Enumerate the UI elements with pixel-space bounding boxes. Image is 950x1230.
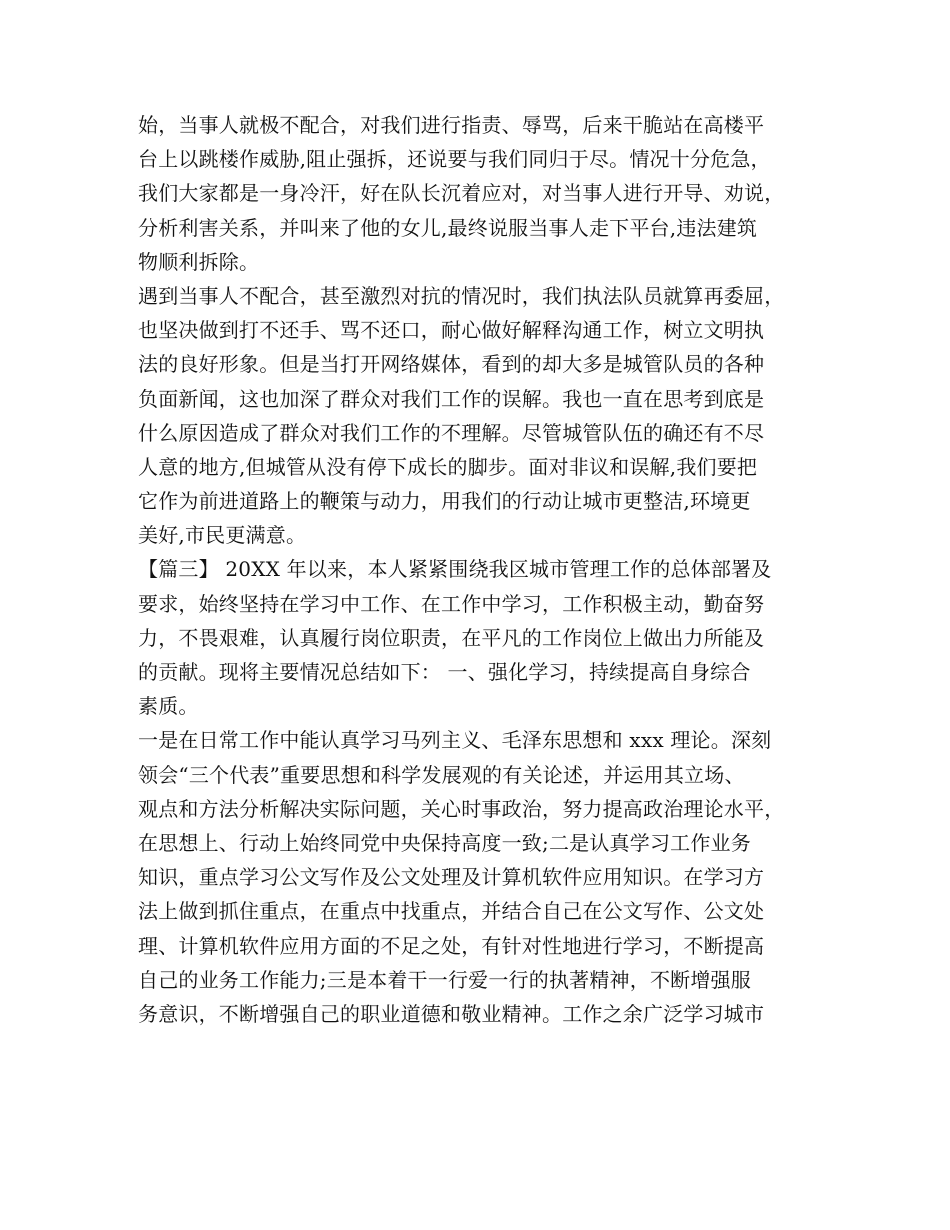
text-line: 一是在日常工作中能认真学习马列主义、毛泽东思想和 xxx 理论。深刻 [138,728,772,753]
text-line: 领会“三个代表”重要思想和科学发展观的有关论述，并运用其立场、 [138,762,745,787]
text-line: 【篇三】 20XX 年以来，本人紧紧围绕我区城市管理工作的总体部署及 [138,557,772,582]
text-line: 的贡献。现将主要情况总结如下： 一、强化学习，持续提高自身综合 [138,660,751,684]
text-line: 我们大家都是一身冷汗，好在队长沉着应对，对当事人进行开导、劝说， [138,181,785,206]
text-line: 什么原因造成了群众对我们工作的不理解。尽管城管队伍的确还有不尽 [138,420,765,445]
text-line: 法上做到抓住重点，在重点中找重点，并结合自己在公文写作、公文处 [138,899,765,924]
text-line: 要求，始终坚持在学习中工作、在工作中学习，工作积极主动，勤奋努 [138,591,765,616]
text-line: 台上以跳楼作威胁,阻止强拆，还说要与我们同归于尽。情况十分危急， [138,147,771,172]
text-line: 在思想上、行动上始终同党中央保持高度一致;二是认真学习工作业务 [138,830,751,855]
text-line: 美好,市民更满意。 [138,523,307,548]
text-line: 遇到当事人不配合，甚至激烈对抗的情况时，我们执法队员就算再委屈， [138,283,785,308]
text-line: 自己的业务工作能力;三是本着干一行爱一行的执著精神，不断增强服 [138,967,751,992]
text-line: 物顺利拆除。 [138,249,260,274]
text-line: 力，不畏艰难，认真履行岗位职责，在平凡的工作岗位上做出力所能及 [138,625,765,650]
text-line: 负面新闻，这也加深了群众对我们工作的误解。我也一直在思考到底是 [138,386,765,411]
body-text [138,108,838,1031]
text-line: 它作为前进道路上的鞭策与动力，用我们的行动让城市更整洁,环境更 [138,489,751,514]
text-line: 观点和方法分析解决实际问题，关心时事政治，努力提高政治理论水平， [138,796,785,821]
text-line: 知识，重点学习公文写作及公文处理及计算机软件应用知识。在学习方 [138,865,765,890]
text-line: 素质。 [138,694,199,719]
text-line: 始，当事人就极不配合，对我们进行指责、辱骂，后来干脆站在高楼平 [138,113,765,137]
text-line: 务意识，不断增强自己的职业道德和敬业精神。工作之余广泛学习城市 [138,1001,765,1026]
text-line: 也坚决做到打不还手、骂不还口，耐心做好解释沟通工作，树立文明执 [138,318,765,343]
text-line: 理、计算机软件应用方面的不足之处，有针对性地进行学习，不断提高 [138,933,765,958]
text-line: 人意的地方,但城管从没有停下成长的脚步。面对非议和误解,我们要把 [138,454,758,479]
text-line: 法的良好形象。但是当打开网络媒体，看到的却大多是城管队员的各种 [138,352,765,377]
text-line: 分析利害关系，并叫来了他的女儿,最终说服当事人走下平台,违法建筑 [138,215,758,240]
